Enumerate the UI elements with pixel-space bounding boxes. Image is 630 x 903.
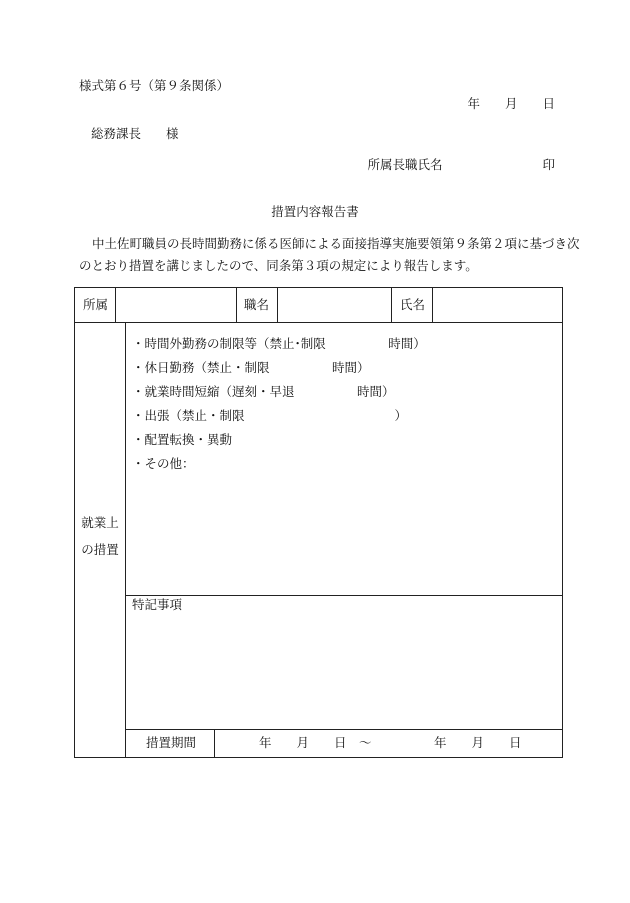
intro-line-1: 中土佐町職員の長時間勤務に係る医師による面接指導実施要領第９条第２項に基づき次 <box>92 236 580 251</box>
special-notes-label: 特記事項 <box>132 597 183 612</box>
measure-business-trip: ・出張（禁止・制限 ） <box>132 408 408 423</box>
submitter-name-seal: 所属長職氏名 印 <box>367 157 555 172</box>
report-table <box>74 287 563 758</box>
divider <box>75 322 562 323</box>
period-value: 年 月 日 ～ 年 月 日 <box>259 735 522 750</box>
page-title: 措置内容報告書 <box>271 204 359 219</box>
name-label: 氏名 <box>400 297 426 312</box>
intro-line-2: のとおり措置を講じましたので、同条第３項の規定により報告します。 <box>79 258 478 273</box>
affiliation-label: 所属 <box>83 297 109 312</box>
divider <box>115 288 116 322</box>
measure-other: ・その他： <box>132 456 195 471</box>
position-field[interactable] <box>281 297 387 313</box>
measures-label-line-2: の措置 <box>81 542 119 557</box>
divider <box>125 595 562 596</box>
measure-hours-reduction: ・就業時間短縮（遅刻・早退 時間） <box>132 384 395 399</box>
divider <box>125 322 126 757</box>
divider <box>391 288 392 322</box>
date-line: 年 月 日 <box>467 96 555 111</box>
divider <box>236 288 237 322</box>
measure-overtime-limit: ・時間外勤務の制限等（禁止･制限 時間） <box>132 336 426 351</box>
position-label: 職名 <box>244 297 270 312</box>
measures-label <box>75 509 125 563</box>
name-field[interactable] <box>436 297 558 313</box>
period-label: 措置期間 <box>146 735 197 750</box>
addressee: 総務課長 様 <box>91 126 179 141</box>
form-number: 様式第６号（第９条関係） <box>79 78 230 93</box>
measure-transfer: ・配置転換・異動 <box>132 432 233 447</box>
measure-holiday-work: ・休日勤務（禁止・制限 時間） <box>132 360 370 375</box>
divider <box>214 729 215 757</box>
special-notes-field[interactable] <box>129 616 557 726</box>
divider <box>432 288 433 322</box>
measures-label-line-1: 就業上 <box>81 515 119 530</box>
affiliation-field[interactable] <box>119 297 233 313</box>
divider <box>277 288 278 322</box>
divider <box>125 729 562 730</box>
